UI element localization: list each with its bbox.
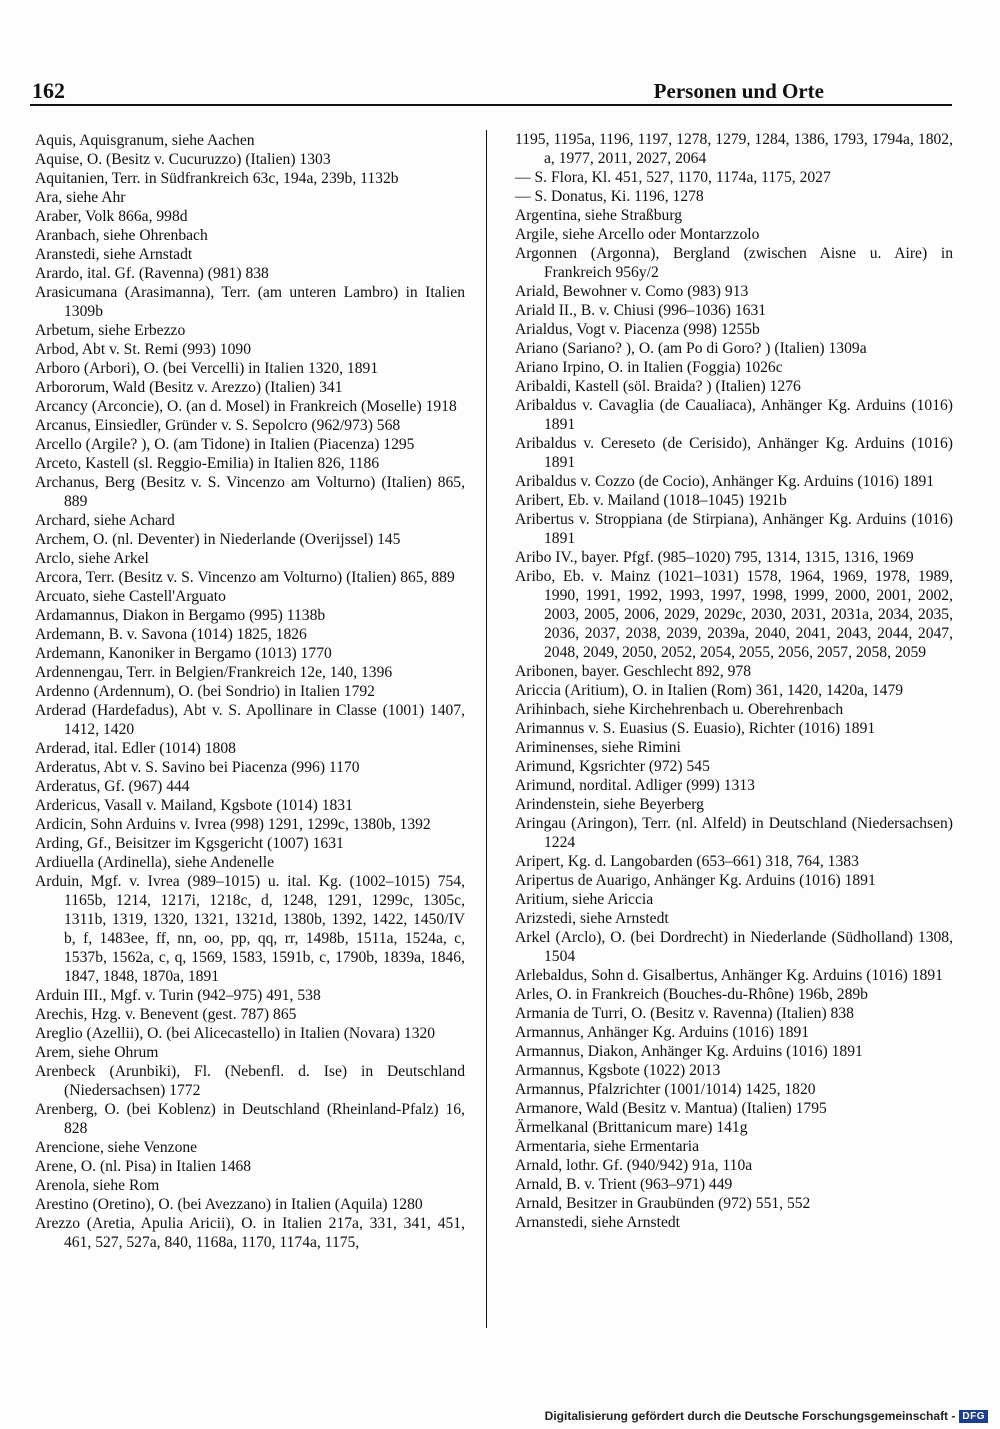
index-entry: Arnanstedi, siehe Arnstedt (515, 1214, 680, 1231)
index-entry: Ara, siehe Ahr (35, 189, 126, 206)
index-entry: Arderad, ital. Edler (1014) 1808 (35, 740, 236, 757)
index-entry: Arderatus, Abt v. S. Savino bei Piacenza (996) 1170 (35, 759, 360, 776)
index-entry: Ardicin, Sohn Arduins v. Ivrea (998) 1291, 1299c, 1380b, 1392 (35, 816, 431, 833)
index-entry: Arbororum, Wald (Besitz v. Arezzo) (Italien) 341 (35, 379, 343, 396)
index-entry: Arderatus, Gf. (967) 444 (35, 778, 190, 795)
index-entry: Arasicumana (Arasimanna), Terr. (am unteren Lambro) in Italien 1309b (35, 284, 465, 320)
index-entry: Aribaldus v. Cozzo (de Cocio), Anhänger Kg. Arduins (1016) 1891 (515, 473, 935, 490)
index-entry: Arene, O. (nl. Pisa) in Italien 1468 (35, 1158, 252, 1175)
index-entry: Armania de Turri, O. (Besitz v. Ravenna) (Italien) 838 (515, 1005, 854, 1022)
index-entry: Arizstedi, siehe Arnstedt (515, 910, 669, 927)
index-entry: Archanus, Berg (Besitz v. S. Vincenzo am Volturno) (Italien) 865, 889 (35, 474, 465, 510)
index-entry: Argonnen (Argonna), Bergland (zwischen Aisne u. Aire) in Frankreich 956y/2 (515, 245, 953, 281)
index-entry: Arcancy (Arconcie), O. (an d. Mosel) in Frankreich (Moselle) 1918 (35, 398, 457, 415)
index-entry: Aquis, Aquisgranum, siehe Aachen (35, 132, 255, 149)
index-entry: Arnald, lothr. Gf. (940/942) 91a, 110a (515, 1157, 753, 1174)
index-entry: Ariano Irpino, O. in Italien (Foggia) 1026c (515, 359, 783, 376)
index-entry: Arenola, siehe Rom (35, 1177, 160, 1194)
index-entry: Ardamannus, Diakon in Bergamo (995) 1138b (35, 607, 326, 624)
index-entry: Ardenno (Ardennum), O. (bei Sondrio) in Italien 1792 (35, 683, 375, 700)
index-entry: Ardemann, B. v. Savona (1014) 1825, 1826 (35, 626, 307, 643)
index-entry: Armannus, Kgsbote (1022) 2013 (515, 1062, 721, 1079)
index-entry: Arindenstein, siehe Beyerberg (515, 796, 704, 813)
index-entry: Armannus, Pfalzrichter (1001/1014) 1425, 1820 (515, 1081, 816, 1098)
index-entry: Archem, O. (nl. Deventer) in Niederlande (Overijssel) 145 (35, 531, 401, 548)
index-entry: Areglio (Azellii), O. (bei Alicecastello) in Italien (Novara) 1320 (35, 1025, 436, 1042)
index-entry: Argentina, siehe Straßburg (515, 207, 683, 224)
index-entry: Araber, Volk 866a, 998d (35, 208, 188, 225)
page-number: 162 (32, 78, 65, 103)
index-entry: Ariano (Sariano? ), O. (am Po di Goro? ) (Italien) 1309a (515, 340, 867, 357)
index-entry: Argile, siehe Arcello oder Montarzzolo (515, 226, 760, 243)
index-entry: Armannus, Anhänger Kg. Arduins (1016) 1891 (515, 1024, 810, 1041)
index-entry: Aranbach, siehe Ohrenbach (35, 227, 208, 244)
index-entry: Arardo, ital. Gf. (Ravenna) (981) 838 (35, 265, 269, 282)
page-header (30, 72, 952, 104)
index-entry: Armannus, Diakon, Anhänger Kg. Arduins (1016) 1891 (515, 1043, 863, 1060)
index-entry: Aripert, Kg. d. Langobarden (653–661) 318, 764, 1383 (515, 853, 859, 870)
index-entry: Armanore, Wald (Besitz v. Mantua) (Italien) 1795 (515, 1100, 827, 1117)
footer (545, 1409, 988, 1423)
index-entry: Aringau (Aringon), Terr. (nl. Alfeld) in Deutschland (Niedersachsen) 1224 (515, 815, 953, 851)
index-entry: Aribaldus v. Cavaglia (de Caualiaca), Anhänger Kg. Arduins (1016) 1891 (515, 397, 953, 433)
index-entry: Ardiuella (Ardinella), siehe Andenelle (35, 854, 275, 871)
index-entry: Arnald, Besitzer in Graubünden (972) 551, 552 (515, 1195, 811, 1212)
index-entry: Arboro (Arbori), O. (bei Vercelli) in Italien 1320, 1891 (35, 360, 379, 377)
index-entry: Arimannus v. S. Euasius (S. Euasio), Richter (1016) 1891 (515, 720, 876, 737)
index-entry: Aquise, O. (Besitz v. Cucuruzzo) (Italien) 1303 (35, 151, 331, 168)
index-entry: Aquitanien, Terr. in Südfrankreich 63c, 194a, 239b, 1132b (35, 170, 399, 187)
dfg-logo: DFG (959, 1410, 988, 1423)
index-entry: Archard, siehe Achard (35, 512, 175, 529)
index-entry: Ardemann, Kanoniker in Bergamo (1013) 1770 (35, 645, 332, 662)
index-entry: Armentaria, siehe Ermentaria (515, 1138, 700, 1155)
index-entry: Arialdus, Vogt v. Piacenza (998) 1255b (515, 321, 760, 338)
index-entry: Arem, siehe Ohrum (35, 1044, 159, 1061)
index-entry: Aranstedi, siehe Arnstadt (35, 246, 193, 263)
index-entry: Aribert, Eb. v. Mailand (1018–1045) 1921b (515, 492, 787, 509)
index-entry: Aribaldus v. Cereseto (de Cerisido), Anhänger Kg. Arduins (1016) 1891 (515, 435, 953, 471)
index-entry: — S. Flora, Kl. 451, 527, 1170, 1174a, 1175, 2027 (515, 169, 831, 186)
index-entry: Arbetum, siehe Erbezzo (35, 322, 186, 339)
index-column-left (35, 131, 465, 1252)
index-entry: — S. Donatus, Ki. 1196, 1278 (515, 188, 704, 205)
index-entry: Aribertus v. Stroppiana (de Stirpiana), Anhänger Kg. Arduins (1016) 1891 (515, 511, 953, 547)
index-entry: Arenbeck (Arunbiki), Fl. (Nebenfl. d. Ise) in Deutschland (Niedersachsen) 1772 (35, 1063, 465, 1099)
index-entry: Arkel (Arclo), O. (bei Dordrecht) in Niederlande (Südholland) 1308, 1504 (515, 929, 953, 965)
index-entry: Arcello (Argile? ), O. (am Tidone) in Italien (Piacenza) 1295 (35, 436, 415, 453)
page-title: Personen und Orte (653, 79, 824, 103)
index-entry: Ariminenses, siehe Rimini (515, 739, 681, 756)
index-entry: Arcuato, siehe Castell'Arguato (35, 588, 226, 605)
index-entry: Arnald, B. v. Trient (963–971) 449 (515, 1176, 733, 1193)
index-entry: Ariald, Bewohner v. Como (983) 913 (515, 283, 749, 300)
index-entry: Arclo, siehe Arkel (35, 550, 149, 567)
index-entry: Ariald II., B. v. Chiusi (996–1036) 1631 (515, 302, 767, 319)
index-entry: Arderad (Hardefadus), Abt v. S. Apollinare in Classe (1001) 1407, 1412, 1420 (35, 702, 465, 738)
index-entry: Arduin III., Mgf. v. Turin (942–975) 491, 538 (35, 987, 321, 1004)
index-entry: Arcanus, Einsiedler, Gründer v. S. Sepolcro (962/973) 568 (35, 417, 401, 434)
index-entry: Aribonen, bayer. Geschlecht 892, 978 (515, 663, 752, 680)
index-entry: Arimund, Kgsrichter (972) 545 (515, 758, 710, 775)
funding-note: Digitalisierung gefördert durch die Deutsche Forschungsgemeinschaft - (544, 1409, 956, 1423)
index-entry: Arcora, Terr. (Besitz v. S. Vincenzo am Volturno) (Italien) 865, 889 (35, 569, 455, 586)
index-entry: Arlebaldus, Sohn d. Gisalbertus, Anhänger Kg. Arduins (1016) 1891 (515, 967, 943, 984)
index-entry: Ariccia (Aritium), O. in Italien (Rom) 361, 1420, 1420a, 1479 (515, 682, 904, 699)
index-entry: Aribaldi, Kastell (söl. Braida? ) (Italien) 1276 (515, 378, 801, 395)
column-divider (486, 130, 487, 1328)
index-entry: Ärmelkanal (Brittanicum mare) 141g (515, 1119, 748, 1136)
index-entry: Arbod, Abt v. St. Remi (993) 1090 (35, 341, 251, 358)
index-entry: Arles, O. in Frankreich (Bouches-du-Rhône) 196b, 289b (515, 986, 868, 1003)
index-entry: Arihinbach, siehe Kirchehrenbach u. Oberehrenbach (515, 701, 844, 718)
index-entry: 1195, 1195a, 1196, 1197, 1278, 1279, 1284, 1386, 1793, 1794a, 1802, a, 1977, 2011, 2027, 2064 (515, 131, 953, 167)
index-entry: Ardericus, Vasall v. Mailand, Kgsbote (1014) 1831 (35, 797, 353, 814)
header-rule (30, 104, 952, 106)
index-entry: Aripertus de Auarigo, Anhänger Kg. Arduins (1016) 1891 (515, 872, 876, 889)
index-column-right (515, 130, 953, 1232)
index-entry: Arduin, Mgf. v. Ivrea (989–1015) u. ital. Kg. (1002–1015) 754, 1165b, 1214, 1217i, 1218c, d, 1248, 1291, 1299c, 1305c, 1311b, 1319, 1320, 1321, 1321d, 1380b, 1392, 1422, 1450/IV b, f, 1483ee, ff, nn, oo, pp, qq, rr, 1498b, 1511a, 1524a, c, 1537b, 1562a, c, q, 1569, 1583, 1591b, c, 1790b, 1839a, 1846, 1847, 1848, 1870a, 1891 (35, 873, 465, 985)
index-entry: Aribo, Eb. v. Mainz (1021–1031) 1578, 1964, 1969, 1978, 1989, 1990, 1991, 1992, 1993, 1997, 1998, 1999, 2000, 2001, 2002, 2003, 2005, 2006, 2029, 2029c, 2030, 2031, 2031a, 2034, 2035, 2036, 2037, 2038, 2039, 2039a, 2040, 2041, 2043, 2044, 2047, 2048, 2049, 2050, 2052, 2054, 2055, 2056, 2057, 2058, 2059 (515, 568, 953, 661)
index-entry: Arenberg, O. (bei Koblenz) in Deutschland (Rheinland-Pfalz) 16, 828 (35, 1101, 465, 1137)
index-entry: Arencione, siehe Venzone (35, 1139, 198, 1156)
index-entry: Aritium, siehe Ariccia (515, 891, 654, 908)
index-entry: Arding, Gf., Beisitzer im Kgsgericht (1007) 1631 (35, 835, 344, 852)
index-entry: Arezzo (Aretia, Apulia Aricii), O. in Italien 217a, 331, 341, 451, 461, 527, 527a, 840, 1168a, 1170, 1174a, 1175, (35, 1215, 465, 1251)
index-entry: Arechis, Hzg. v. Benevent (gest. 787) 865 (35, 1006, 297, 1023)
index-entry: Aribo IV., bayer. Pfgf. (985–1020) 795, 1314, 1315, 1316, 1969 (515, 549, 914, 566)
index-entry: Arestino (Oretino), O. (bei Avezzano) in Italien (Aquila) 1280 (35, 1196, 423, 1213)
index-entry: Ardennengau, Terr. in Belgien/Frankreich 12e, 140, 1396 (35, 664, 393, 681)
index-entry: Arimund, nordital. Adliger (999) 1313 (515, 777, 755, 794)
index-entry: Arceto, Kastell (sl. Reggio-Emilia) in Italien 826, 1186 (35, 455, 380, 472)
